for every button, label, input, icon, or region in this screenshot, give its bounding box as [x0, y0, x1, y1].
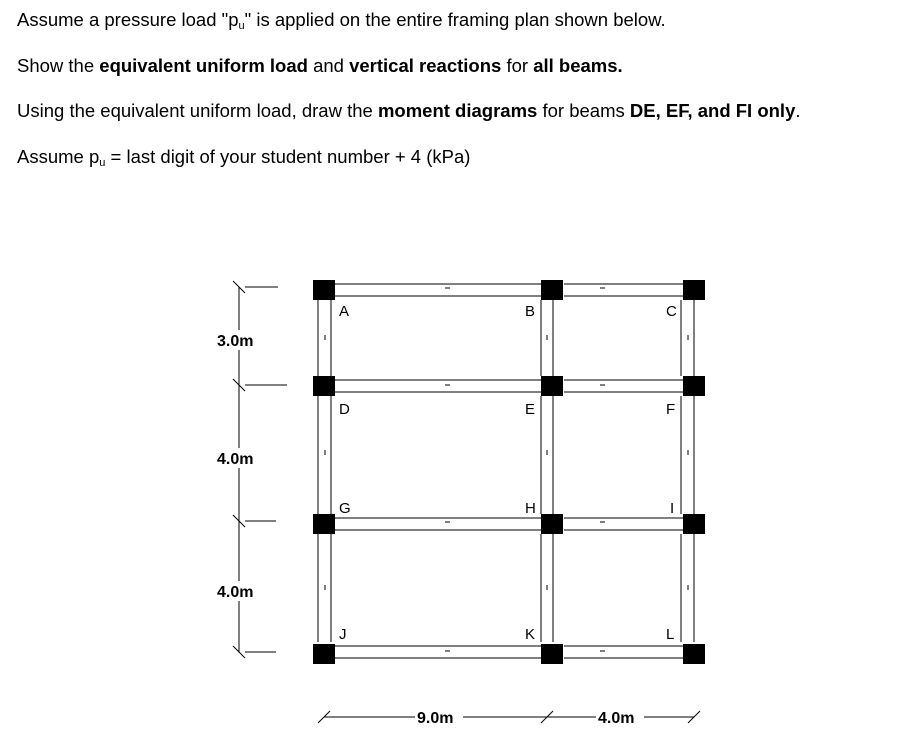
node-label-E: E — [525, 401, 536, 418]
dim-4m-horizontal: 4.0m — [598, 710, 635, 727]
column-H — [541, 514, 563, 534]
line3-text-d: . — [795, 100, 801, 121]
column-G — [313, 514, 335, 534]
centerline-marks — [325, 288, 688, 651]
line2-text-d: for — [501, 55, 534, 76]
column-E — [541, 376, 563, 396]
dim-4m-lower: 4.0m — [217, 584, 254, 601]
column-B — [541, 280, 563, 300]
line2-text-c: and — [307, 55, 350, 76]
node-label-G: G — [339, 500, 351, 517]
column-F — [683, 376, 705, 396]
line2-bold-1: equivalent uniform load — [99, 55, 308, 76]
beam-col-left — [318, 300, 331, 642]
node-label-A: A — [339, 303, 350, 320]
line2-text-a: Show the — [17, 55, 100, 76]
line3-text-a: Using the equivalent uniform load, draw the — [17, 100, 378, 121]
column-C — [683, 280, 705, 300]
line3-bold-1: moment diagrams — [377, 100, 538, 121]
beam-row-DEF — [333, 380, 683, 392]
dim-3m: 3.0m — [217, 333, 254, 350]
line4-text-a: Assume p — [17, 146, 100, 167]
line2-bold-3: all beams. — [533, 55, 623, 76]
node-label-I: I — [670, 500, 675, 517]
line3-text-c: for beams — [537, 100, 630, 121]
columns — [313, 280, 705, 664]
column-A — [313, 280, 335, 300]
node-label-L: L — [666, 626, 675, 643]
column-L — [683, 644, 705, 664]
column-J — [313, 644, 335, 664]
beam-col-right — [681, 300, 694, 642]
beam-row-ABC — [333, 284, 683, 296]
dim-4m-upper: 4.0m — [217, 451, 254, 468]
vertical-beams — [318, 300, 694, 642]
line4-subscript: u — [99, 157, 106, 169]
node-label-H: H — [525, 500, 536, 517]
beam-row-GHI — [333, 518, 683, 530]
line2-bold-2: vertical reactions — [349, 55, 502, 76]
node-label-C: C — [666, 303, 677, 320]
node-label-F: F — [666, 401, 676, 418]
node-label-B: B — [525, 303, 536, 320]
node-label-K: K — [525, 626, 536, 643]
column-K — [541, 644, 563, 664]
line1-text-a: Assume a pressure load "p — [17, 9, 239, 30]
node-label-D: D — [339, 401, 350, 418]
column-I — [683, 514, 705, 534]
horizontal-beams — [333, 284, 683, 658]
line1-text-b: " is applied on the entire framing plan shown below. — [244, 9, 666, 30]
beam-col-middle — [541, 300, 553, 642]
line1-subscript: u — [238, 20, 245, 32]
node-label-J: J — [339, 626, 347, 643]
dim-9m: 9.0m — [417, 710, 454, 727]
column-D — [313, 376, 335, 396]
beam-row-JKL — [333, 646, 683, 658]
line3-bold-2: DE, EF, and FI only — [629, 100, 796, 121]
node-labels — [339, 303, 677, 643]
line4-text-b: = last digit of your student number + 4 (kPa) — [105, 146, 471, 167]
